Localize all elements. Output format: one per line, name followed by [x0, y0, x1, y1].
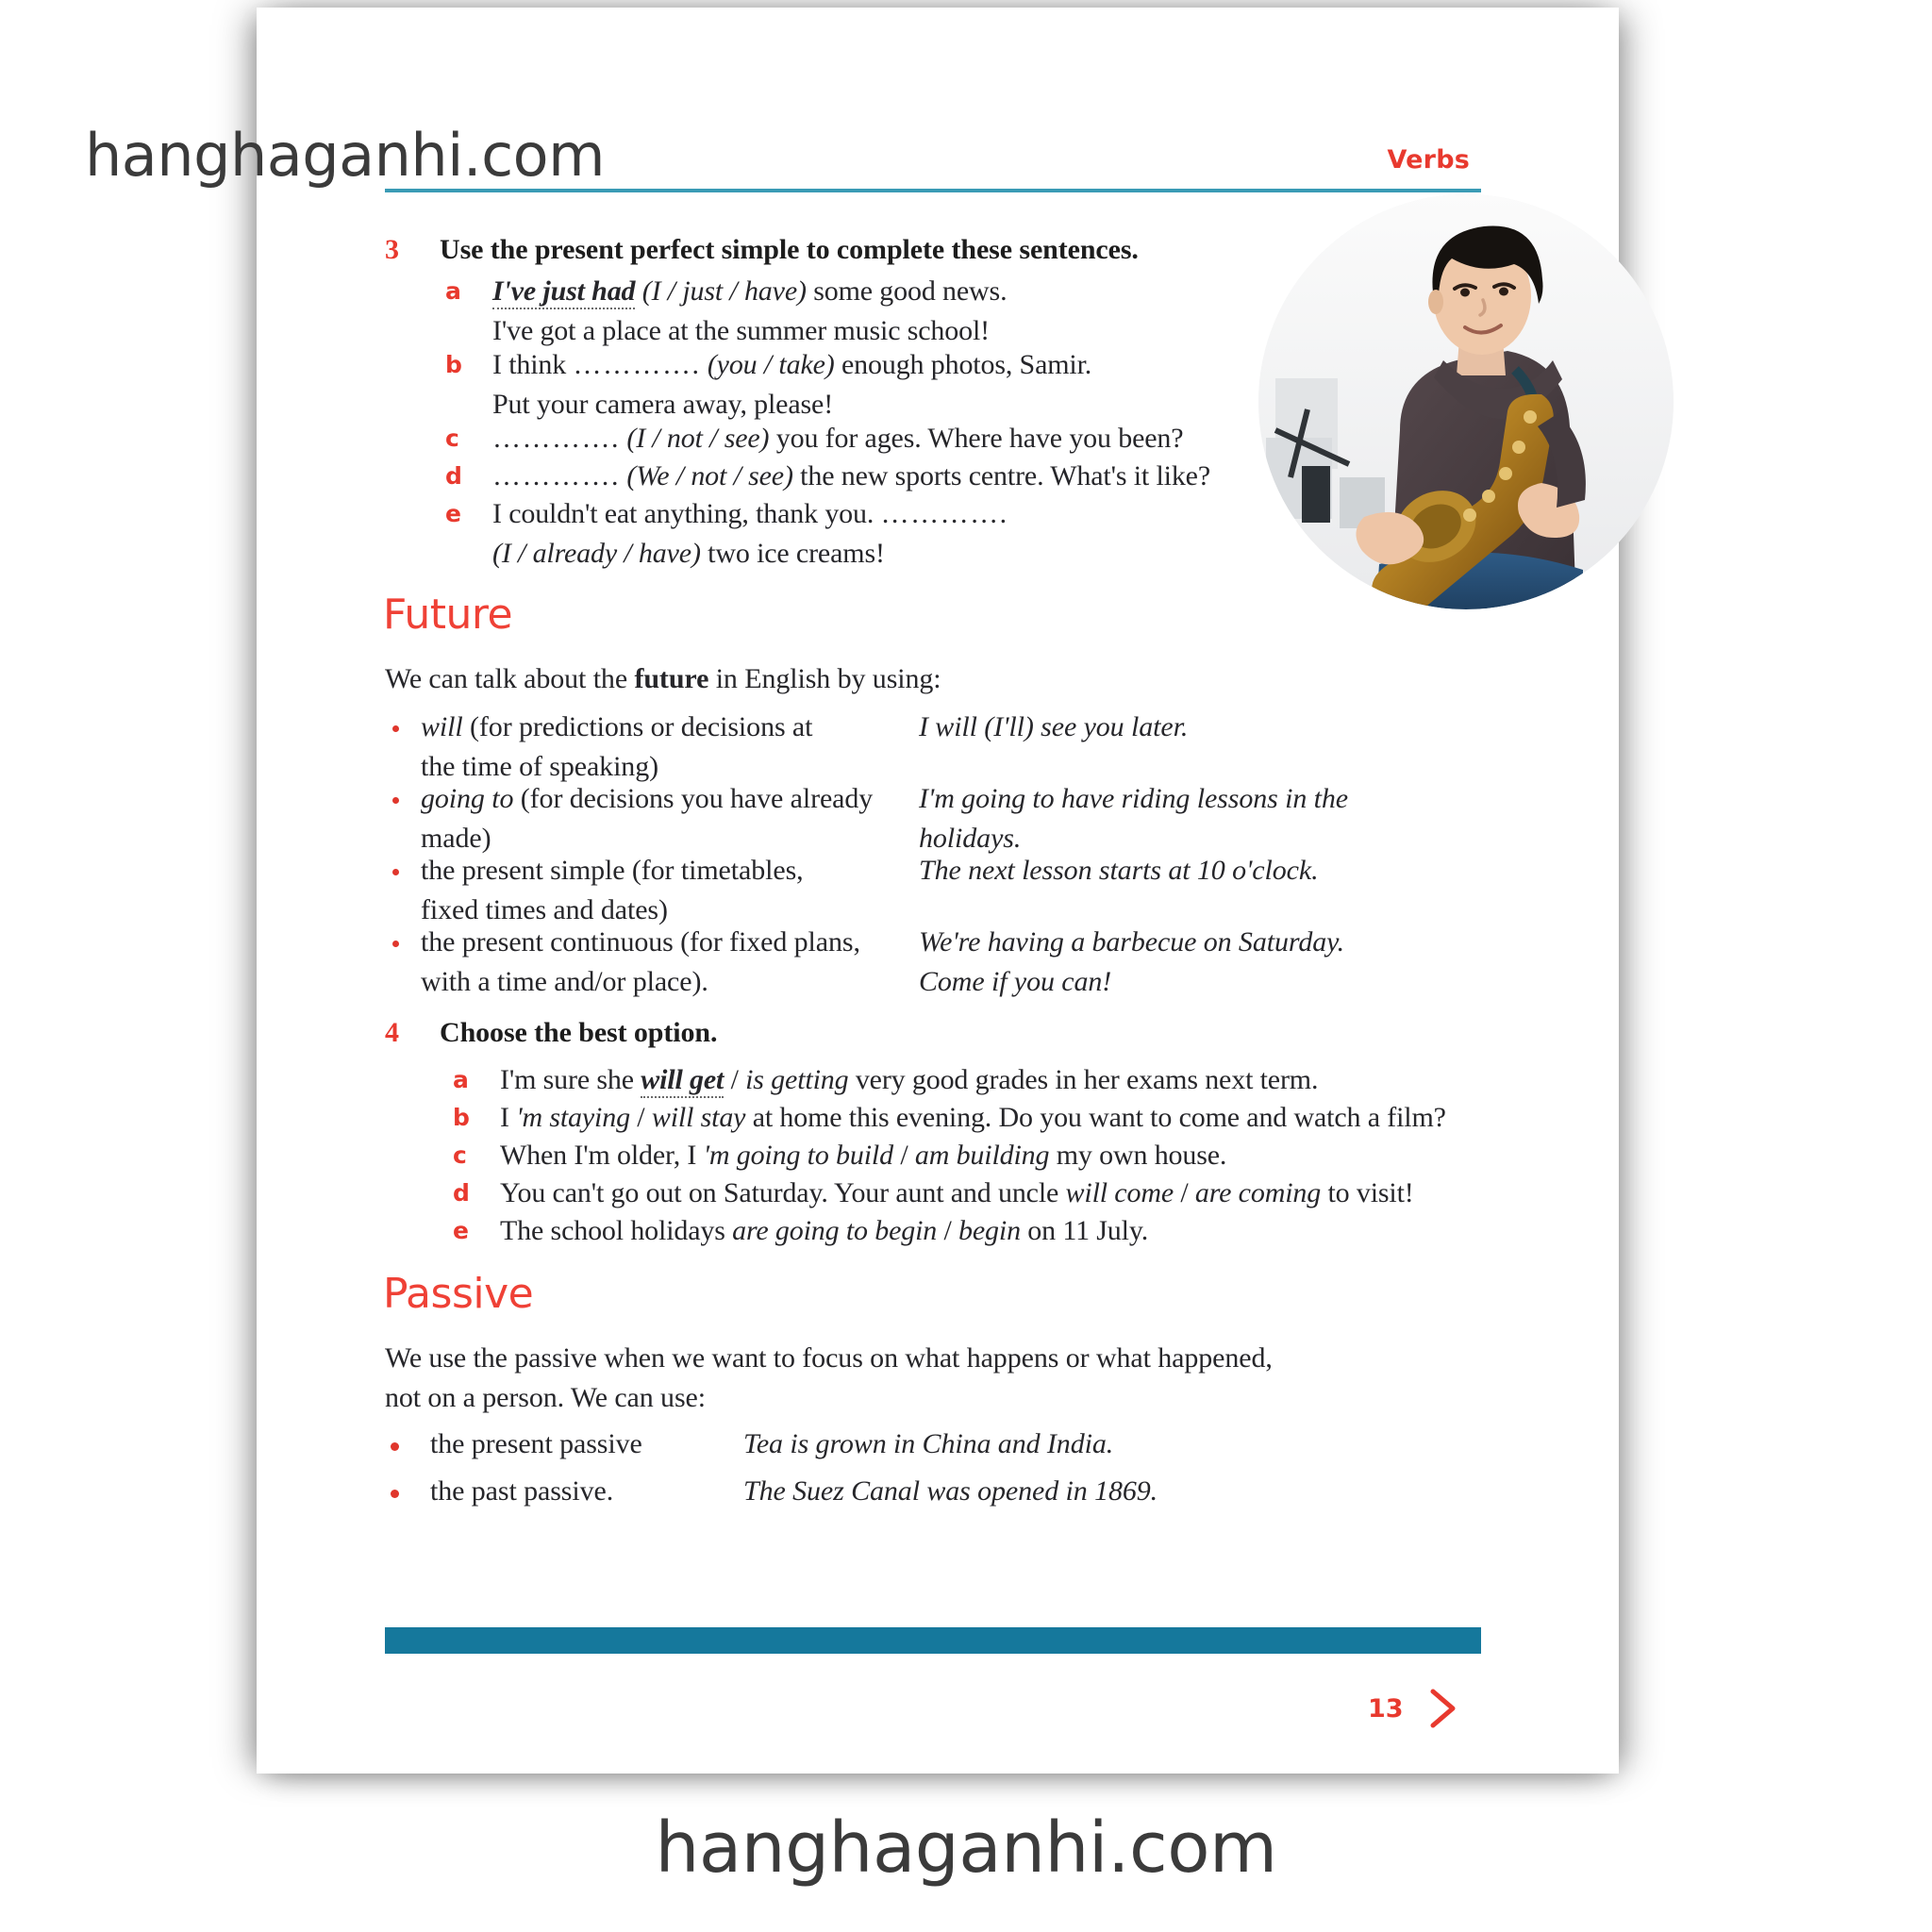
- cue: (I / just / have): [641, 275, 807, 307]
- exercise-4-item-d: [500, 1174, 1414, 1213]
- bullet-point-icon: [392, 941, 399, 947]
- exercise-4-item-e: [500, 1211, 1148, 1251]
- item-lead: I couldn't eat anything, thank you.: [492, 498, 881, 529]
- exercise-3-item-letter: c: [445, 425, 459, 452]
- option-separator: /: [937, 1215, 959, 1246]
- exercise-4-item-letter: d: [453, 1179, 470, 1207]
- section-heading-future: Future: [383, 591, 513, 639]
- exercise-3-number: 3: [385, 234, 399, 265]
- future-intro-b: in English by using:: [708, 663, 941, 694]
- exercise-4-title: Choose the best option.: [440, 1017, 718, 1048]
- option-separator: /: [724, 1064, 746, 1095]
- item-post: at home this evening. Do you want to come and watch a film?: [745, 1102, 1446, 1133]
- exercise-4-item-letter: a: [453, 1066, 469, 1093]
- option-alt[interactable]: will come: [1065, 1177, 1174, 1208]
- future-example-1: I will (I'll) see you later.: [919, 711, 1189, 742]
- option-alt[interactable]: begin: [958, 1215, 1021, 1246]
- exercise-4-item-a: [500, 1060, 1318, 1100]
- item-pre: I'm sure she: [500, 1064, 641, 1095]
- item-rest: the new sports centre. What's it like?: [792, 460, 1211, 491]
- future-bullet-2: [421, 779, 883, 858]
- exercise-3-item-letter: d: [445, 462, 462, 490]
- option-alt[interactable]: is getting: [745, 1064, 849, 1095]
- exercise-3-item-a-line2: I've got a place at the summer music school!: [492, 315, 990, 346]
- future-intro-a: We can talk about the: [385, 663, 635, 694]
- passive-bullet-1: the present passive: [430, 1428, 642, 1459]
- option-alt[interactable]: will stay: [651, 1102, 746, 1133]
- future-bullet-4: the present continuous (for fixed plans, with a time and/or place).: [421, 926, 860, 997]
- future-bullet-2-term: going to: [421, 783, 514, 814]
- exercise-3-item-b: [492, 345, 1091, 385]
- page-sheet: [257, 8, 1619, 1774]
- exercise-3-item-e: [492, 494, 1008, 534]
- option-alt[interactable]: are coming: [1194, 1177, 1322, 1208]
- item-rest: some good news.: [806, 275, 1008, 307]
- blank-dots[interactable]: ………….: [880, 498, 1008, 529]
- item-rest: you for ages. Where have you been?: [769, 423, 1184, 454]
- chapter-label: Verbs: [1387, 145, 1470, 175]
- future-bullet-1-desc: (for predictions or decisions at the time of speaking): [421, 711, 813, 782]
- blank-dots[interactable]: ………….: [492, 460, 620, 491]
- boy-with-saxophone-photo: [1258, 194, 1674, 609]
- future-example-2: I'm going to have riding lessons in the holidays.: [919, 783, 1348, 854]
- cue: (We / not / see): [626, 460, 793, 491]
- cue: (I / not / see): [626, 423, 770, 454]
- exercise-3-item-b-line2: Put your camera away, please!: [492, 389, 834, 420]
- option-alt[interactable]: 'm going to build: [703, 1140, 893, 1171]
- future-intro: [385, 658, 1102, 700]
- exercise-4-item-letter: e: [453, 1217, 469, 1244]
- watermark-bottom: hanghaganhi.com: [655, 1807, 1277, 1889]
- future-bullet-3: the present simple (for timetables, fixed times and dates): [421, 855, 804, 925]
- exercise-3-item-d: [492, 457, 1210, 496]
- item-post: very good grades in her exams next term.: [848, 1064, 1319, 1095]
- exercise-3-item-e-line2: [492, 534, 885, 574]
- option-separator: /: [1174, 1177, 1195, 1208]
- item-pre: When I'm older, I: [500, 1140, 704, 1171]
- future-intro-bold: future: [634, 663, 709, 694]
- bullet-point-icon: [392, 797, 399, 804]
- item-post: on 11 July.: [1020, 1215, 1149, 1246]
- option-separator: /: [892, 1140, 915, 1171]
- exercise-4-item-b: [500, 1098, 1446, 1138]
- passive-intro-line1: We use the passive when we want to focus on what happens or what happened,: [385, 1342, 1273, 1374]
- item-rest: two ice creams!: [700, 538, 885, 569]
- exercise-3-title: Use the present perfect simple to complete these sentences.: [440, 234, 1139, 265]
- passive-example-1: Tea is grown in China and India.: [743, 1428, 1114, 1459]
- exercise-3-item-a: [492, 272, 1007, 311]
- item-rest: enough photos, Samir.: [834, 349, 1092, 380]
- exercise-3-item-letter: b: [445, 351, 462, 378]
- future-example-3: The next lesson starts at 10 o'clock.: [919, 855, 1319, 886]
- answer-filled: I've just had: [492, 275, 635, 309]
- future-example-4: We're having a barbecue on Saturday. Come if you can!: [919, 926, 1345, 997]
- page-number: 13: [1368, 1694, 1404, 1724]
- future-bullet-1: [421, 708, 847, 787]
- exercise-3-item-letter: e: [445, 500, 461, 527]
- exercise-3-item-letter: a: [445, 277, 461, 305]
- future-bullet-2-desc: (for decisions you have already made): [421, 783, 874, 854]
- item-post: to visit!: [1321, 1177, 1414, 1208]
- exercise-4-item-c: [500, 1136, 1226, 1175]
- page-content-area: [362, 8, 1487, 1774]
- item-pre: I: [500, 1102, 517, 1133]
- bullet-point-icon: [392, 725, 399, 732]
- footer-bar: [385, 1627, 1481, 1654]
- option-separator: /: [629, 1102, 652, 1133]
- option-alt[interactable]: am building: [914, 1140, 1050, 1171]
- option-chosen[interactable]: will get: [641, 1064, 724, 1098]
- item-post: my own house.: [1049, 1140, 1227, 1171]
- passive-bullet-2: the past passive.: [430, 1475, 614, 1507]
- blank-dots[interactable]: ………….: [492, 423, 620, 454]
- bullet-point-icon: [391, 1442, 399, 1451]
- future-bullet-1-term: will: [421, 711, 463, 742]
- item-pre: The school holidays: [500, 1215, 733, 1246]
- section-heading-passive: Passive: [383, 1270, 534, 1318]
- passive-example-2: The Suez Canal was opened in 1869.: [743, 1475, 1158, 1507]
- exercise-4-item-letter: c: [453, 1141, 467, 1169]
- blank-dots[interactable]: ………….: [573, 349, 701, 380]
- item-lead: I think: [492, 349, 574, 380]
- chevron-right-icon[interactable]: [1423, 1687, 1464, 1730]
- exercise-4-number: 4: [385, 1017, 399, 1048]
- option-alt[interactable]: 'm staying: [516, 1102, 630, 1133]
- watermark-top: hanghaganhi.com: [85, 121, 606, 190]
- option-alt[interactable]: are going to begin: [732, 1215, 938, 1246]
- bullet-point-icon: [391, 1490, 399, 1498]
- exercise-3-item-c: [492, 419, 1183, 458]
- passive-intro-line2: not on a person. We can use:: [385, 1382, 706, 1413]
- cue: (you / take): [707, 349, 835, 380]
- cue: (I / already / have): [492, 538, 701, 569]
- item-pre: You can't go out on Saturday. Your aunt and uncle: [500, 1177, 1066, 1208]
- exercise-4-item-letter: b: [453, 1104, 470, 1131]
- bullet-point-icon: [392, 869, 399, 875]
